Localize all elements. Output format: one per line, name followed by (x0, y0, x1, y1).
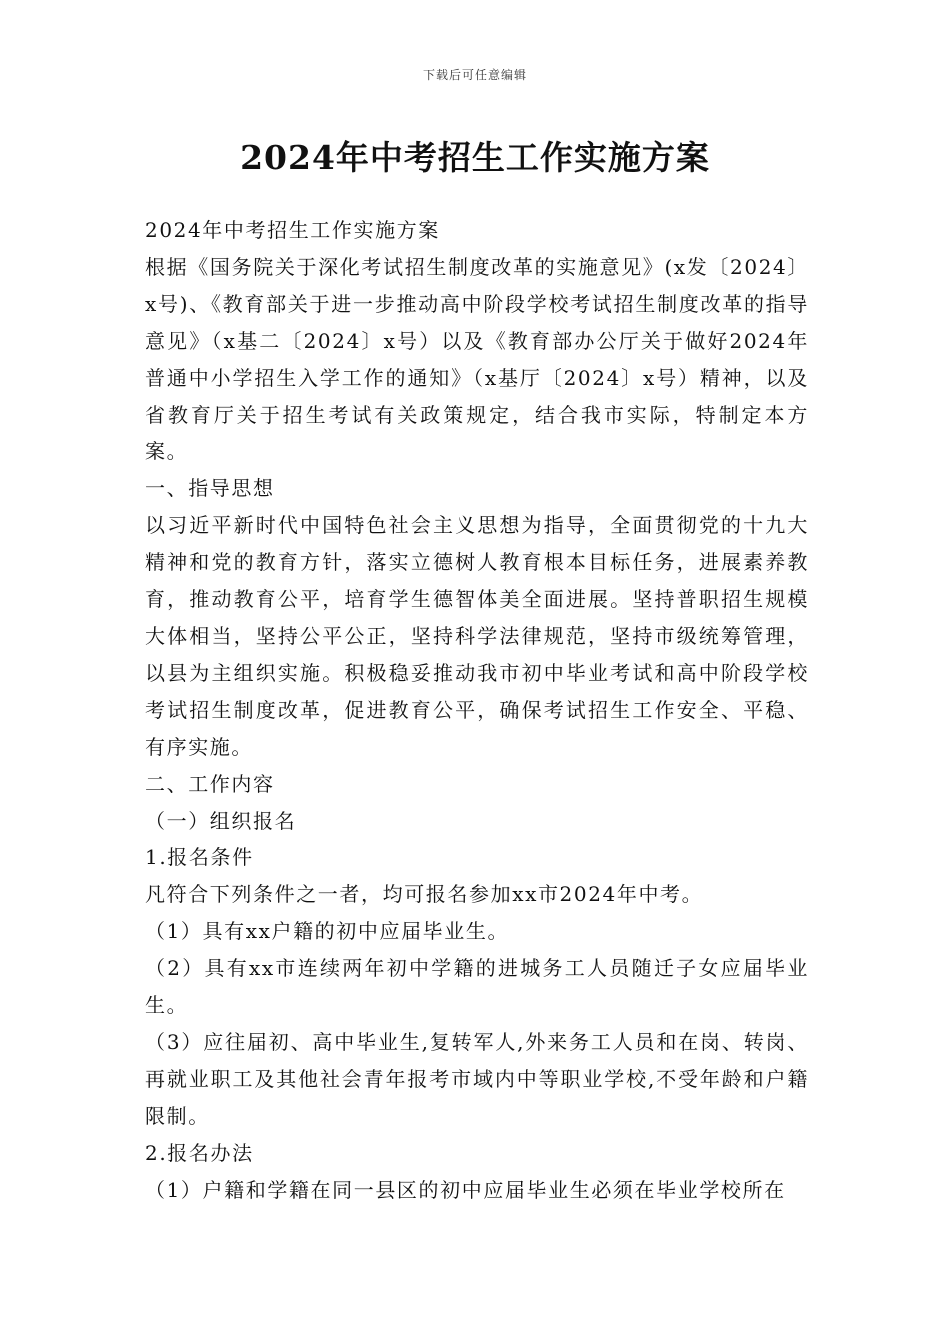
section-heading-guiding-ideology: 一、指导思想 (145, 476, 275, 501)
guiding-ideology-paragraph: 以习近平新时代中国特色社会主义思想为指导，全面贯彻党的十九大精神和党的教育方针，落实立德树人教育根本目标任务，进展素养教育，推动教育公平，培育学生德智体美全面进展。坚持普职招生规模大体相当，坚持公平公正，坚持科学法律规范，坚持市级统筹管理，以县为主组织实施。积极稳妥推动我市初中毕业考试和高中阶段学校考试招生制度改革，促进教育公平，确保考试招生工作安全、平稳、有序实施。 (145, 513, 809, 759)
section-heading-work-content: 二、工作内容 (145, 771, 275, 796)
item-heading-registration-conditions: 1.报名条件 (145, 845, 254, 870)
registration-conditions-intro: 凡符合下列条件之一者，均可报名参加xx市2024年中考。 (145, 882, 704, 907)
condition-item-3: （3）应往届初、高中毕业生,复转军人,外来务工人员和在岗、转岗、再就业职工及其他社会青年报考市域内中等职业学校,不受年龄和户籍限制。 (145, 1029, 809, 1128)
subtitle-paragraph: 2024年中考招生工作实施方案 (145, 218, 440, 242)
condition-item-1: （1）具有xx户籍的初中应届毕业生。 (145, 919, 510, 944)
item-heading-registration-method: 2.报名办法 (145, 1140, 254, 1165)
intro-paragraph: 根据《国务院关于深化考试招生制度改革的实施意见》(x发〔2024〕x号)、《教育部关于进一步推动高中阶段学校考试招生制度改革的指导意见》（x基二〔2024〕x号）以及《教育部办公厅关于做好2024年普通中小学招生入学工作的通知》（x基厅〔2024〕x号）精神，以及省教育厅关于招生考试有关政策规定，结合我市实际，特制定本方案。 (145, 254, 810, 464)
document-title: 2024年中考招生工作实施方案 (240, 138, 710, 177)
document-body (145, 212, 809, 1208)
subsection-heading-registration: （一）组织报名 (145, 808, 297, 833)
header-note: 下载后可任意编辑 (422, 68, 527, 82)
method-item-1: （1）户籍和学籍在同一县区的初中应届毕业生必须在毕业学校所在 (145, 1177, 786, 1202)
condition-item-2: （2）具有xx市连续两年初中学籍的进城务工人员随迁子女应届毕业生。 (145, 956, 809, 1018)
